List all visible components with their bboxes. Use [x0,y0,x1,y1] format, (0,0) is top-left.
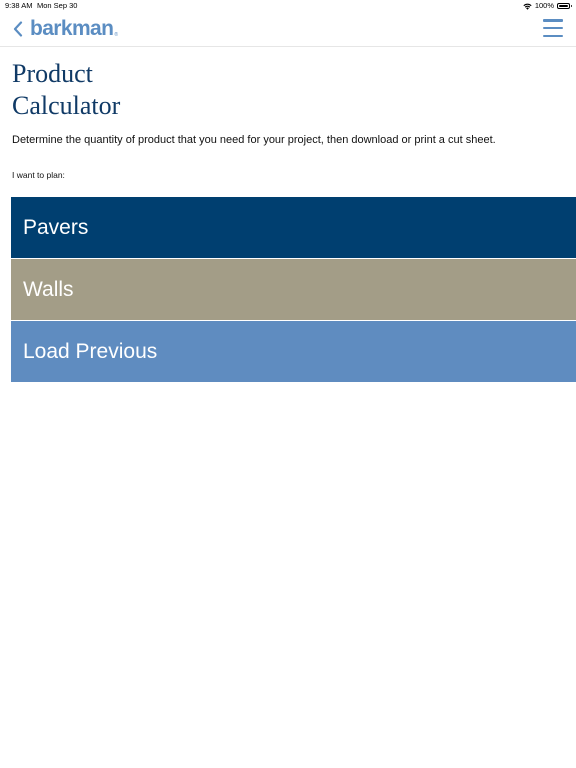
brand-name: barkman [30,17,114,40]
battery-fill [559,5,568,7]
menu-bar-middle [543,27,563,30]
status-indicators [523,0,570,12]
plan-options [11,197,576,382]
battery-icon [557,3,570,9]
status-bar [0,0,576,12]
status-date: Mon Sep 30 [37,1,78,10]
page-title-line2: Calculator [12,91,121,120]
barkman-logo [30,14,117,44]
chevron-left-icon [13,21,23,37]
walls-button[interactable]: Walls [11,259,576,321]
page-title [12,58,212,122]
nav-bar [0,12,576,47]
status-time: 9:38 AM [5,1,33,10]
page-title-line1: Product [12,59,93,88]
menu-bar-bottom [543,35,563,38]
intro-text: Determine the quantity of product that you need for your project, then download or print a cut sheet. [12,134,496,146]
trademark-symbol: ® [114,32,118,38]
plan-label: I want to plan: [12,170,65,180]
menu-bar-top [543,19,563,22]
pavers-button[interactable]: Pavers [11,197,576,259]
wifi-icon [523,3,532,10]
back-button[interactable] [10,19,26,39]
menu-button[interactable] [543,18,563,38]
battery-percentage: 100% [534,1,554,10]
load-previous-button[interactable]: Load Previous [11,321,576,382]
